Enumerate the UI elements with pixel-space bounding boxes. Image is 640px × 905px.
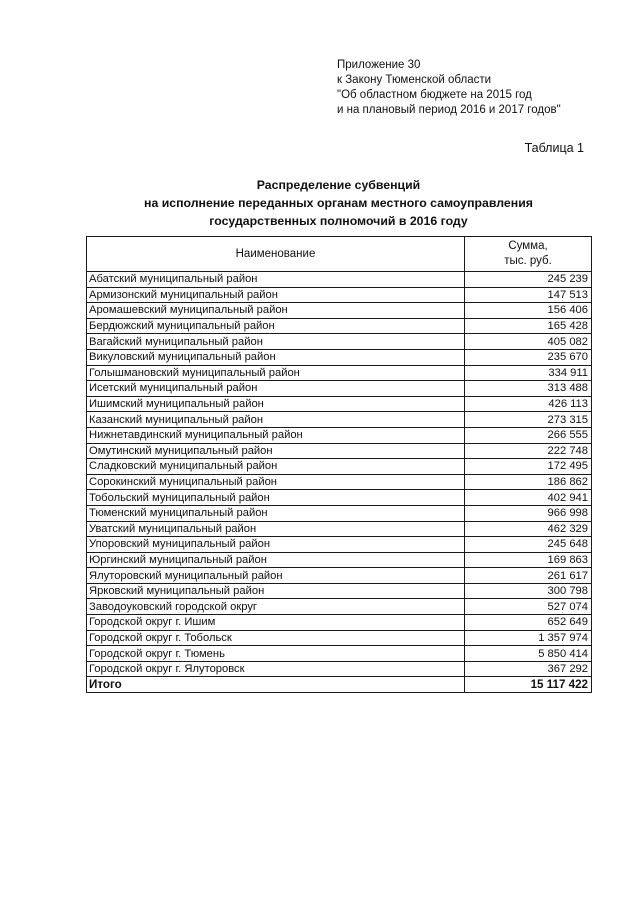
row-sum: 273 315 [465, 412, 592, 428]
row-sum: 186 862 [465, 474, 592, 490]
row-sum: 5 850 414 [465, 646, 592, 662]
table-row [87, 459, 592, 475]
table-row [87, 412, 592, 428]
row-name: Юргинский муниципальный район [87, 552, 465, 568]
row-name: Сладковский муниципальный район [87, 459, 465, 475]
table-row [87, 427, 592, 443]
row-sum: 462 329 [465, 521, 592, 537]
table-row [87, 552, 592, 568]
row-name: Уватский муниципальный район [87, 521, 465, 537]
table-row [87, 615, 592, 631]
row-name: Казанский муниципальный район [87, 412, 465, 428]
row-sum: 266 555 [465, 427, 592, 443]
title-line-1: Распределение субвенций [256, 178, 421, 192]
total-sum: 15 117 422 [465, 677, 592, 693]
appendix-line-2: к Закону Тюменской области [337, 74, 492, 86]
table-row [87, 490, 592, 506]
table-row [87, 334, 592, 350]
table-row [87, 599, 592, 615]
row-name: Заводоуковский городской округ [87, 599, 465, 615]
table-row [87, 474, 592, 490]
row-sum: 261 617 [465, 568, 592, 584]
title-line-3: государственных полномочий в 2016 году [209, 214, 468, 228]
row-sum: 405 082 [465, 334, 592, 350]
row-sum: 169 863 [465, 552, 592, 568]
row-sum: 156 406 [465, 303, 592, 319]
row-sum: 1 357 974 [465, 630, 592, 646]
table-row [87, 287, 592, 303]
row-name: Викуловский муниципальный район [87, 349, 465, 365]
appendix-header [337, 58, 627, 118]
row-name: Городской округ г. Тобольск [87, 630, 465, 646]
row-name: Тюменский муниципальный район [87, 505, 465, 521]
row-name: Голышмановский муниципальный район [87, 365, 465, 381]
table-row [87, 646, 592, 662]
row-name: Упоровский муниципальный район [87, 537, 465, 553]
document-title [86, 176, 591, 230]
row-sum: 402 941 [465, 490, 592, 506]
appendix-line-4: и на плановый период 2016 и 2017 годов" [337, 104, 561, 116]
row-name: Омутинский муниципальный район [87, 443, 465, 459]
table-label: Таблица 1 [524, 141, 584, 155]
appendix-line-1: Приложение 30 [337, 59, 421, 71]
row-name: Городской округ г. Тюмень [87, 646, 465, 662]
row-name: Ялуторовский муниципальный район [87, 568, 465, 584]
row-name: Городской округ г. Ялуторовск [87, 661, 465, 677]
row-sum: 222 748 [465, 443, 592, 459]
row-sum: 426 113 [465, 396, 592, 412]
row-sum: 527 074 [465, 599, 592, 615]
header-sum [465, 237, 592, 272]
row-sum: 300 798 [465, 583, 592, 599]
header-sum-line-1: Сумма, [508, 240, 548, 252]
row-name: Армизонский муниципальный район [87, 287, 465, 303]
header-sum-line-2: тыс. руб. [504, 255, 552, 267]
row-name: Аромашевский муниципальный район [87, 303, 465, 319]
row-name: Ишимский муниципальный район [87, 396, 465, 412]
row-name: Тобольский муниципальный район [87, 490, 465, 506]
row-sum: 245 239 [465, 272, 592, 288]
row-sum: 652 649 [465, 615, 592, 631]
row-name: Исетский муниципальный район [87, 381, 465, 397]
table-row [87, 272, 592, 288]
row-name: Городской округ г. Ишим [87, 615, 465, 631]
row-sum: 313 488 [465, 381, 592, 397]
title-line-2: на исполнение переданных органам местного самоуправления [144, 196, 533, 210]
table-row [87, 537, 592, 553]
table-header-row [87, 237, 592, 272]
table-row [87, 630, 592, 646]
table-row [87, 505, 592, 521]
row-name: Нижнетавдинский муниципальный район [87, 427, 465, 443]
table-row [87, 365, 592, 381]
total-row [87, 677, 592, 693]
row-sum: 334 911 [465, 365, 592, 381]
row-sum: 165 428 [465, 318, 592, 334]
row-name: Сорокинский муниципальный район [87, 474, 465, 490]
table-row [87, 303, 592, 319]
appendix-line-3: "Об областном бюджете на 2015 год [337, 89, 532, 101]
table-row [87, 381, 592, 397]
table-row [87, 318, 592, 334]
row-sum: 245 648 [465, 537, 592, 553]
row-name: Бердюжский муниципальный район [87, 318, 465, 334]
header-name: Наименование [87, 237, 465, 272]
row-sum: 147 513 [465, 287, 592, 303]
row-name: Ярковский муниципальный район [87, 583, 465, 599]
row-sum: 235 670 [465, 349, 592, 365]
row-name: Вагайский муниципальный район [87, 334, 465, 350]
row-name: Абатский муниципальный район [87, 272, 465, 288]
row-sum: 172 495 [465, 459, 592, 475]
table-row [87, 349, 592, 365]
table-body [87, 272, 592, 693]
row-sum: 966 998 [465, 505, 592, 521]
row-sum: 367 292 [465, 661, 592, 677]
table-row [87, 443, 592, 459]
subventions-table [86, 236, 592, 693]
table-row [87, 583, 592, 599]
table-row [87, 661, 592, 677]
total-label: Итого [87, 677, 465, 693]
table-row [87, 396, 592, 412]
table-row [87, 568, 592, 584]
table-row [87, 521, 592, 537]
